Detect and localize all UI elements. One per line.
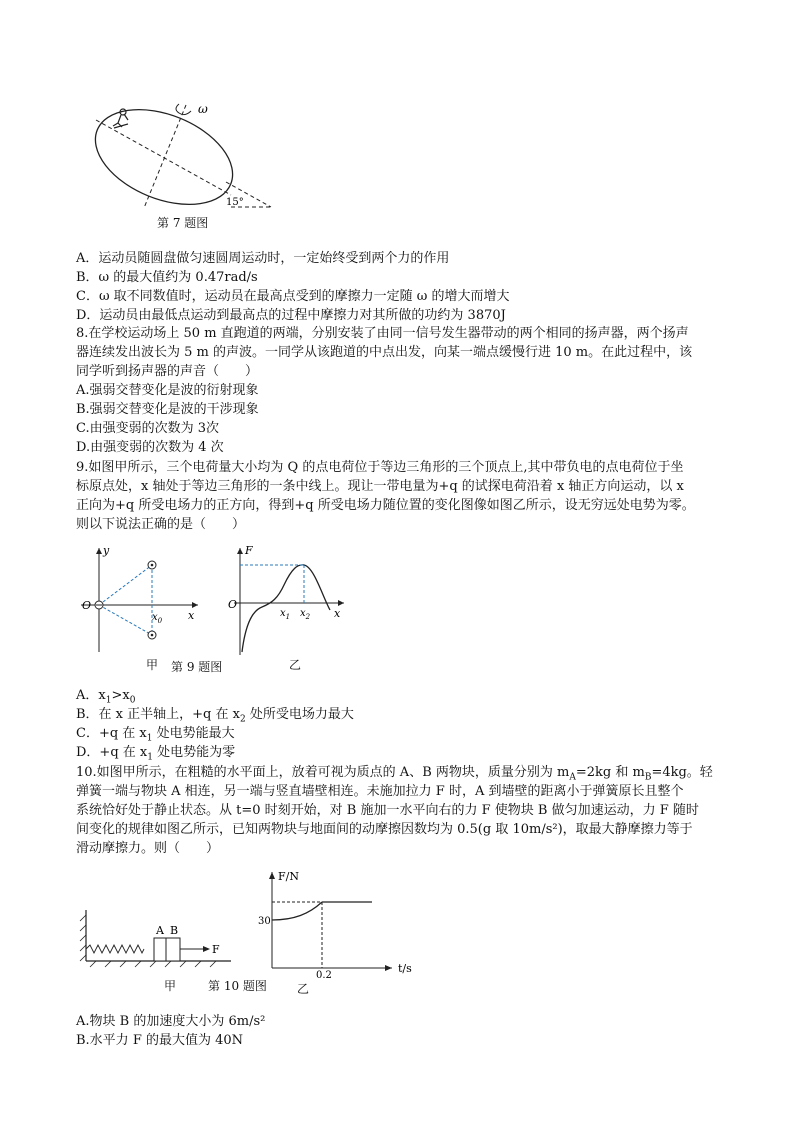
q9-stem-4: 则以下说法正确的是（ ） — [76, 517, 246, 532]
svg-text:F: F — [212, 943, 220, 956]
q9-option-b: B．在 x 正半轴上，+q 在 $x_2$ 处所受电场力最大 — [76, 707, 354, 725]
force-arrow-icon — [203, 946, 210, 952]
q10-fig-yi-label: 乙 — [297, 982, 310, 996]
q9-stem-1: 9.如图甲所示，三个电荷量大小均为 Q 的点电荷位于等边三角形的三个顶点上,其中带负电的点电荷位于坐 — [76, 460, 684, 475]
q10-stem-1: 10.如图甲所示，在粗糙的水平面上，放着可视为质点的 A、B 两物块，质量分别为 $m_A=2kg$ 和 $m_B=4kg$。轻 — [76, 765, 713, 783]
q7-caption: 第 7 题图 — [157, 216, 209, 230]
svg-text:0.2: 0.2 — [316, 970, 332, 978]
svg-text:x: x — [334, 607, 341, 620]
q8-stem-3: 同学听到扬声器的声音（ ） — [76, 364, 259, 379]
q8-option-d: D.由强变弱的次数为 4 次 — [76, 440, 224, 455]
svg-text:x: x — [188, 609, 195, 622]
q10-figure-yi — [254, 866, 424, 978]
svg-text:F/N: F/N — [278, 870, 299, 883]
svg-text:t/s: t/s — [398, 962, 412, 975]
disc-axis — [144, 105, 186, 208]
q9-option-d: D．+q 在 $x_1$ 处电势能为零 — [76, 745, 236, 763]
q10-stem-2: 弹簧一端与物块 A 相连，另一端与竖直墙壁相连。未施加拉力 F 时，A 到墙壁的距离小于弹簧原长且整个 — [76, 784, 684, 799]
svg-text:x0: $x_0$ — [152, 612, 163, 625]
q8-stem-1: 8.在学校运动场上 50 m 直跑道的两端，分别安装了由同一信号发生器带动的两个相同的扬声器，两个扬声 — [76, 326, 689, 341]
svg-text:O: O — [228, 598, 238, 611]
q9-option-c: C．+q 在 $x_1$ 处电势能最大 — [76, 726, 235, 744]
q10-caption: 第 10 题图 — [208, 979, 267, 993]
q8-option-b: B.强弱交替变化是波的干涉现象 — [76, 402, 259, 417]
angle-label: 15° — [226, 197, 244, 208]
q9-caption: 第 9 题图 — [171, 660, 223, 674]
disc-diameter — [96, 120, 231, 195]
svg-text:x2: $x_2$ — [300, 608, 311, 621]
q10-fig-jia-label: 甲 — [164, 979, 177, 993]
omega-label: ω — [198, 102, 208, 116]
svg-text:O: O — [82, 599, 92, 612]
block-a — [154, 938, 166, 961]
svg-text:B: B — [170, 924, 179, 937]
q7-option-d: D．运动员由最低点运动到最高点的过程中摩擦力对其所做的功约为 3870J — [76, 308, 506, 323]
block-b — [166, 938, 180, 961]
q7-option-b: B．ω 的最大值约为 0.47rad/s — [76, 270, 258, 285]
q9-figure-jia — [76, 540, 206, 655]
svg-text:A: A — [156, 924, 164, 937]
force-time-curve — [272, 902, 322, 920]
q9-fig-yi-label: 乙 — [289, 658, 302, 672]
q9-figure-yi — [226, 540, 351, 658]
q8-stem-2: 器连续发出波长为 5 m 的声波。一同学从该跑道的中点出发，向某一端点缓慢行进 10 m。在此过程中，该 — [76, 345, 693, 360]
q7-figure — [66, 100, 276, 215]
q9-option-a: A．$x_1>x_0$ — [76, 688, 136, 706]
svg-text:x1: $x_1$ — [280, 608, 291, 621]
q9-stem-2: 标原点处，x 轴处于等边三角形的一条中线上。现让一带电量为+q 的试探电荷沿着 x 轴正方向运动，以 x — [76, 479, 684, 494]
skier-icon — [113, 109, 128, 128]
force-curve — [242, 565, 330, 652]
svg-text:30: 30 — [258, 916, 271, 927]
svg-text:y: y — [103, 544, 110, 557]
svg-text:F: F — [245, 544, 253, 557]
q7-option-a: A．运动员随圆盘做匀速圆周运动时，一定始终受到两个力的作用 — [76, 251, 450, 266]
q7-option-c: C．ω 取不同数值时，运动员在最高点受到的摩擦力一定随 ω 的增大而增大 — [76, 289, 510, 304]
q10-option-b: B.水平力 F 的最大值为 40N — [76, 1033, 244, 1048]
q10-stem-4: 间变化的规律如图乙所示，已知两物块与地面间的动摩擦因数均为 0.5(g 取 10m/s²)，取最大静摩擦力等于 — [76, 822, 693, 837]
spring — [86, 945, 144, 953]
q10-figure-jia — [76, 905, 236, 970]
q9-fig-jia-label: 甲 — [146, 658, 159, 672]
rotation-arrow-icon — [176, 104, 191, 115]
q10-stem-3: 系统恰好处于静止状态。从 t=0 时刻开始，对 B 施加一水平向右的力 F 使物块 B 做匀加速运动，力 F 随时 — [76, 803, 699, 818]
q10-option-a: A.物块 B 的加速度大小为 6m/s² — [76, 1014, 266, 1029]
q8-option-c: C.由强变弱的次数为 3次 — [76, 421, 220, 436]
q9-stem-3: 正向为+q 所受电场力的正方向，得到+q 所受电场力随位置的变化图像如图乙所示，设无穷远处电势为零。 — [76, 498, 695, 513]
q8-option-a: A.强弱交替变化是波的衍射现象 — [76, 383, 259, 398]
q10-stem-5: 滑动摩擦力。则（ ） — [76, 841, 220, 856]
